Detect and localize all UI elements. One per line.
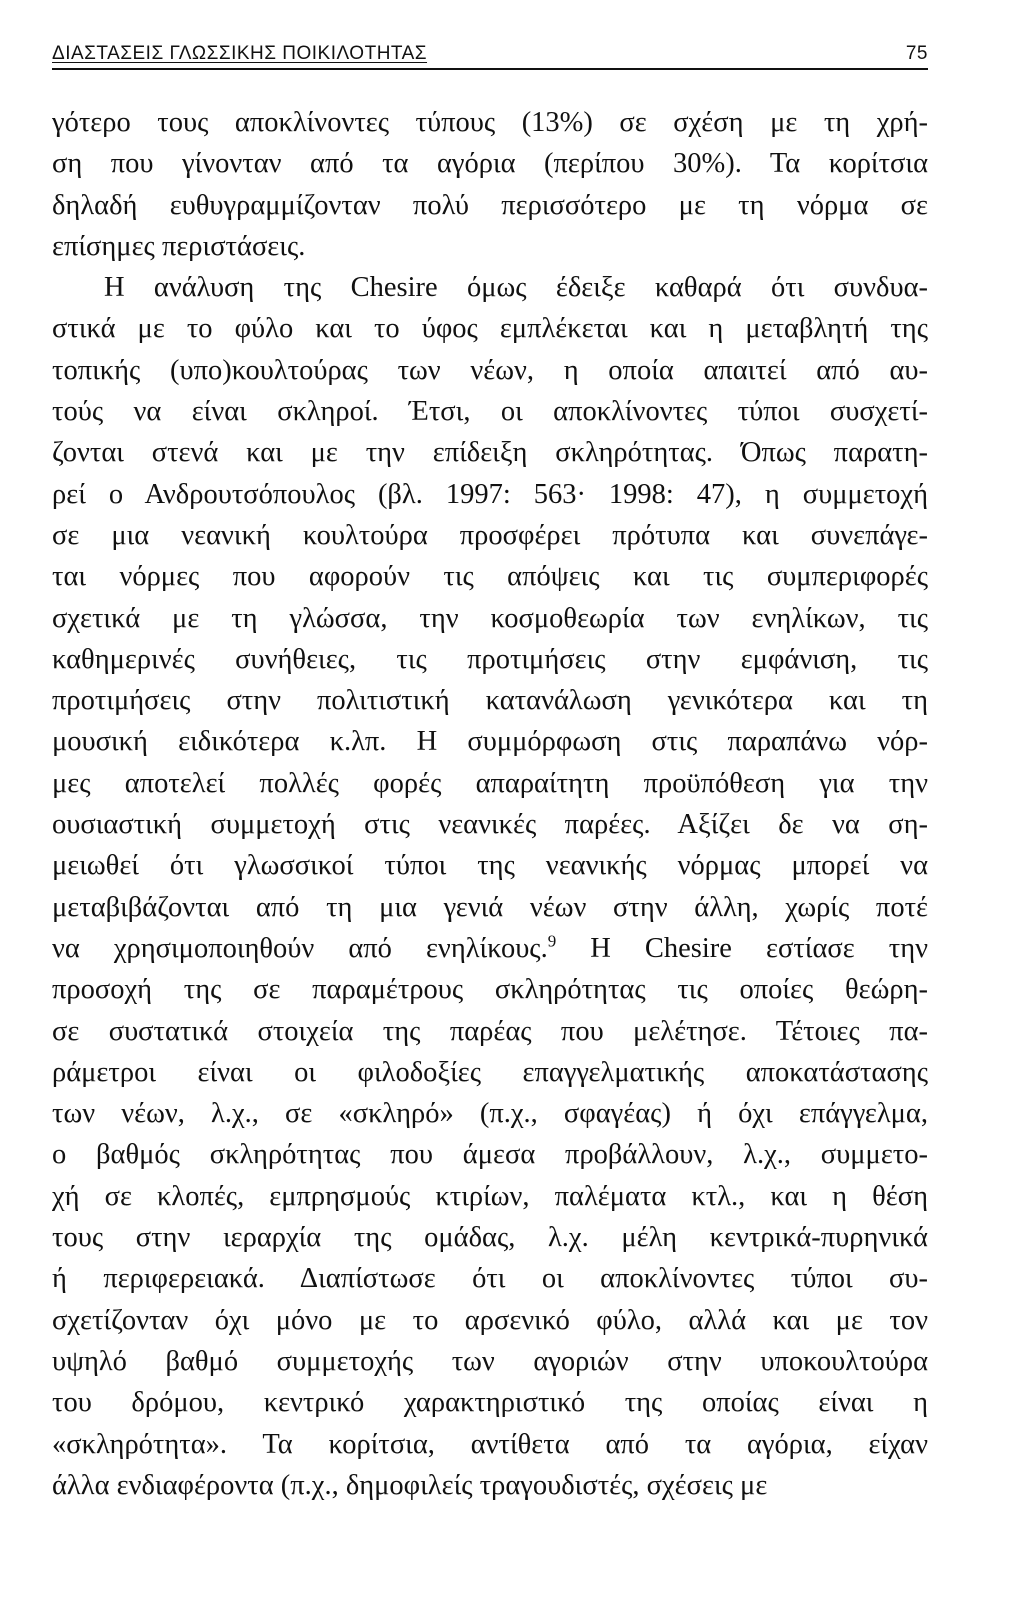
text-line: ή περιφερειακά. Διαπίστωσε ότι οι αποκλίνοντες τύποι συ- [52, 1263, 928, 1295]
body-text [52, 102, 928, 1506]
text-line: τους στην ιεραρχία της ομάδας, λ.χ. μέλη κεντρικά-πυρηνικά [52, 1222, 928, 1254]
text-line: σχετίζονταν όχι μόνο με το αρσενικό φύλο, αλλά και με τον [52, 1304, 928, 1336]
text-line: άλλα ενδιαφέροντα (π.χ., δημοφιλείς τραγουδιστές, σχέσεις με [52, 1469, 768, 1501]
text-line: ράμετροι είναι οι φιλοδοξίες επαγγελματικής αποκατάστασης [52, 1056, 928, 1088]
text-line: μες αποτελεί πολλές φορές απαραίτητη προϋπόθεση για την [52, 767, 928, 799]
text-line: «σκληρότητα». Τα κορίτσια, αντίθετα από τα αγόρια, είχαν [52, 1428, 928, 1460]
text-line: προτιμήσεις στην πολιτιστική κατανάλωση γενικότερα και τη [52, 685, 928, 717]
text-line: ση που γίνονταν από τα αγόρια (περίπου 30%). Τα κορίτσια [52, 148, 928, 180]
text-line: χή σε κλοπές, εμπρησμούς κτιρίων, παλέματα κτλ., και η θέση [52, 1180, 928, 1212]
text-line: τοπικής (υπο)κουλτούρας των νέων, η οποία απαιτεί από αυ- [52, 354, 928, 386]
running-title: ΔΙΑΣΤΑΣΕΙΣ ΓΛΩΣΣΙΚΗΣ ΠΟΙΚΙΛΟΤΗΤΑΣ [52, 43, 428, 64]
text-line: μεταβιβάζονται από τη μια γενιά νέων στην άλλη, χωρίς ποτέ [52, 891, 928, 923]
text-line: τούς να είναι σκληροί. Έτσι, οι αποκλίνοντες τύποι συσχετί- [52, 396, 928, 428]
running-head [52, 38, 928, 70]
text-line: μουσική ειδικότερα κ.λπ. Η συμμόρφωση στις παραπάνω νόρ- [52, 726, 928, 758]
text-line: ρεί ο Ανδρουτσόπουλος (βλ. 1997: 563· 1998: 47), η συμμετοχή [52, 478, 928, 510]
text-line: γότερο τους αποκλίνοντες τύπους (13%) σε σχέση με τη χρή- [52, 107, 928, 138]
text-line: ζονται στενά και με την επίδειξη σκληρότητας. Όπως παρατη- [52, 437, 928, 469]
text-line: μειωθεί ότι γλωσσικοί τύποι της νεανικής νόρμας μπορεί να [52, 850, 928, 882]
text-line: του δρόμου, κεντρικό χαρακτηριστικό της οποίας είναι η [52, 1387, 928, 1419]
text-line: καθημερινές συνήθειες, τις προτιμήσεις στην εμφάνιση, τις [52, 643, 928, 675]
text-line [52, 928, 928, 969]
text-line: Η ανάλυση της Chesire όμως έδειξε καθαρά ότι συνδυα- [104, 272, 928, 304]
text-line-segment: να χρησιμοποιηθούν από ενηλίκους. [52, 932, 548, 964]
text-line: υψηλό βαθμό συμμετοχής των αγοριών στην υποκουλτούρα [52, 1345, 928, 1377]
text-line: σε μια νεανική κουλτούρα προσφέρει πρότυπα και συνεπάγε- [52, 519, 928, 551]
text-line: ουσιαστική συμμετοχή στις νεανικές παρέες. Αξίζει δε να ση- [52, 809, 928, 841]
book-page [52, 38, 928, 1506]
text-line: επίσημες περιστάσεις. [52, 230, 306, 262]
text-line: ο βαθμός σκληρότητας που άμεσα προβάλλουν, λ.χ., συμμετο- [52, 1139, 928, 1171]
page-number: 75 [905, 43, 928, 64]
text-line: στικά με το φύλο και το ύφος εμπλέκεται και η μεταβλητή της [52, 313, 928, 345]
text-line: σε συστατικά στοιχεία της παρέας που μελέτησε. Τέτοιες πα- [52, 1015, 928, 1047]
text-line-segment: Η Chesire εστίασε την [590, 932, 928, 964]
text-line: των νέων, λ.χ., σε «σκληρό» (π.χ., σφαγέας) ή όχι επάγγελμα, [52, 1098, 928, 1130]
text-line: σχετικά με τη γλώσσα, την κοσμοθεωρία των ενηλίκων, τις [52, 602, 928, 634]
text-line: δηλαδή ευθυγραμμίζονταν πολύ περισσότερο με τη νόρμα σε [52, 189, 928, 221]
footnote-reference: 9 [547, 931, 557, 951]
text-line: προσοχή της σε παραμέτρους σκληρότητας τις οποίες θεώρη- [52, 974, 928, 1006]
text-line: ται νόρμες που αφορούν τις απόψεις και τις συμπεριφορές [52, 561, 928, 593]
